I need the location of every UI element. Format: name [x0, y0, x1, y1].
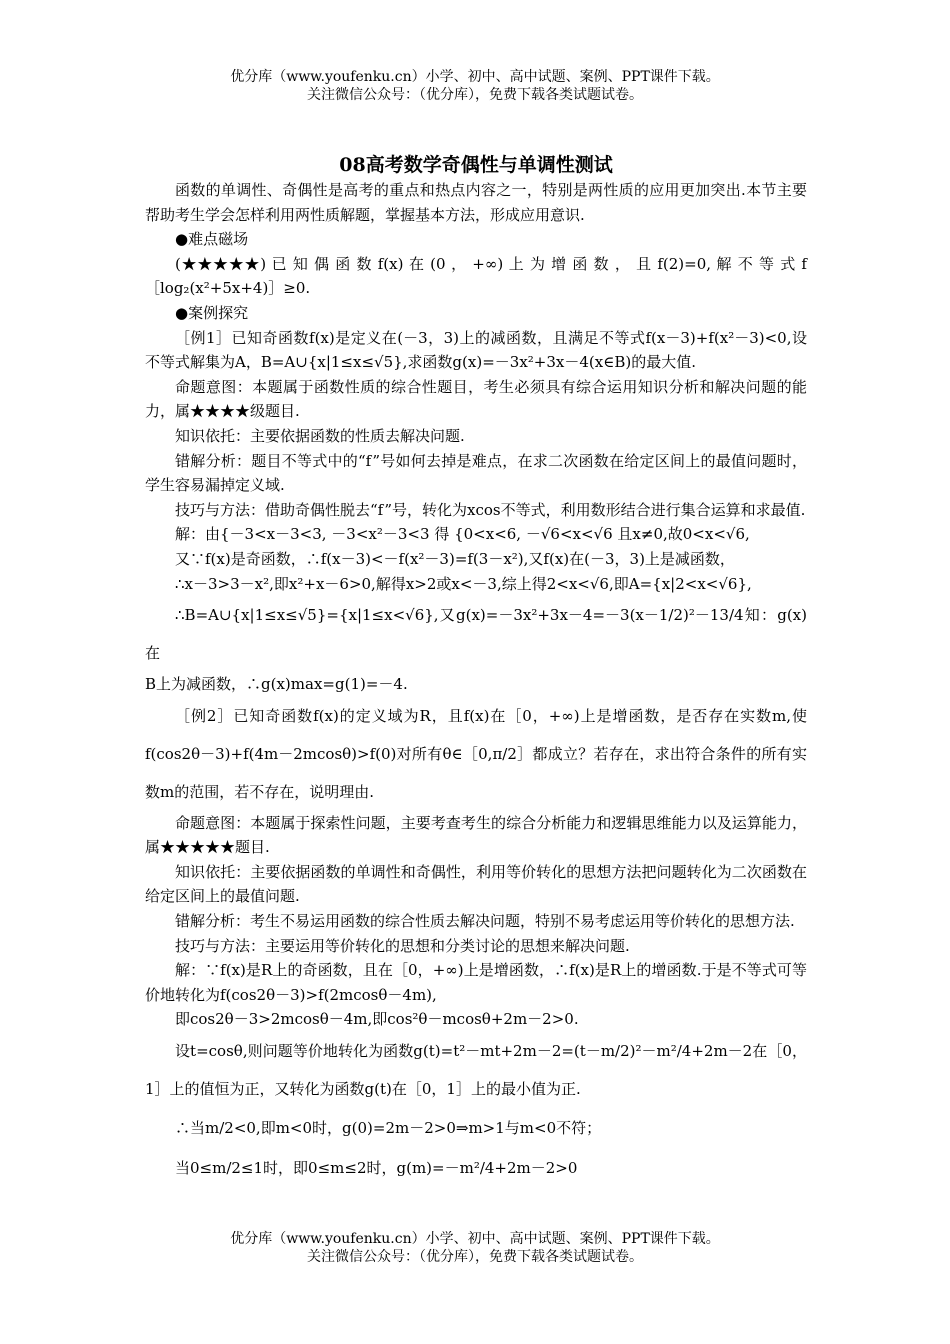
- footer-line-2: 关注微信公众号：（优分库），免费下载各类试题试卷。: [307, 1249, 643, 1265]
- intro-paragraph: 函数的单调性、奇偶性是高考的重点和热点内容之一，特别是两性质的应用更加突出.本节主要帮助考生学会怎样利用两性质解题，掌握基本方法，形成应用意识.: [145, 181, 807, 224]
- section-heading: ●难点磁场: [175, 230, 249, 249]
- solution-line: 解：由{－3<x－3<3, －3<x²－3<3 得 {0<x<6, －√6<x<√6 且x≠0,故0<x<√6,: [175, 525, 750, 544]
- example-1: ［例1］已知奇函数f(x)是定义在(－3，3)上的减函数，且满足不等式f(x－3)+f(x²－3)<0,设不等式解集为A，B=A∪{x|1≤x≤√5},求函数g(x)=－3x²+3x－4(x∈B)的最大值.: [145, 328, 807, 372]
- page-header: [0, 68, 950, 104]
- solution-line: ∴x－3>3－x²,即x²+x－6>0,解得x>2或x<－3,综上得2<x<√6,即A={x|2<x<√6},: [175, 574, 752, 593]
- paragraph: 命题意图：本题属于探索性问题，主要考查考生的综合分析能力和逻辑思维能力以及运算能力，属★★★★★题目.: [145, 813, 807, 857]
- paragraph: 知识依托：主要依据函数的性质去解决问题.: [175, 426, 465, 445]
- solution-line: 当0≤m/2≤1时，即0≤m≤2时，g(m)=－m²/4+2m－2>0: [175, 1159, 578, 1178]
- solution-line: 设t=cosθ,则问题等价地转化为函数g(t)=t²－mt+2m－2=(t－m/2)²－m²/4+2m－2在［0，1］上的值恒为正，又转化为函数g(t)在［0，1］上的最小值为正.: [145, 1042, 807, 1099]
- solution-line: ∴B=A∪{x|1≤x≤√5}={x|1≤x<√6},又g(x)=－3x²+3x－4=－3(x－1/2)²－13/4知：g(x)在: [145, 606, 807, 663]
- solution-line: 即cos2θ－3>2mcosθ－4m,即cos²θ－mcosθ+2m－2>0.: [175, 1010, 579, 1029]
- solution-line: 又∵f(x)是奇函数，∴f(x－3)<－f(x²－3)=f(3－x²),又f(x)在(－3，3)上是减函数，: [175, 549, 735, 568]
- paragraph: (★★★★★) 已 知 偶 函 数 f(x) 在 (0 ， +∞) 上 为 增 函 数 ， 且 f(2)=0, 解 不 等 式 f［log₂(x²+5x+4)］≥0.: [145, 254, 807, 298]
- paragraph: 命题意图：本题属于函数性质的综合性题目，考生必须具有综合运用知识分析和解决问题的能力，属★★★★级题目.: [145, 377, 807, 421]
- document-body: [145, 152, 807, 1188]
- paragraph: 技巧与方法：借助奇偶性脱去“f”号，转化为xcos不等式，利用数形结合进行集合运算和求最值.: [175, 500, 806, 519]
- solution-line: 解：∵f(x)是R上的奇函数，且在［0，+∞)上是增函数，∴f(x)是R上的增函数.于是不等式可等价地转化为f(cos2θ－3)>f(2mcosθ－4m),: [145, 961, 807, 1004]
- example-2: ［例2］已知奇函数f(x)的定义域为R，且f(x)在［0，+∞)上是增函数，是否存在实数m,使f(cos2θ－3)+f(4m－2mcosθ)>f(0)对所有θ∈［0,π/2］都成立？若存在，求出符合条件的所有实数m的范围，若不存在，说明理由.: [145, 706, 807, 801]
- section-heading: ●案例探究: [175, 303, 249, 322]
- page-footer: [0, 1230, 950, 1266]
- footer-line-1: 优分库（www.youfenku.cn）小学、初中、高中试题、案例、PPT课件下载。: [230, 1231, 720, 1247]
- solution-line: B上为减函数，∴g(x)max=g(1)=－4.: [145, 675, 408, 694]
- solution-line: ∴当m/2<0,即m<0时，g(0)=2m－2>0⇒m>1与m<0不符；: [175, 1119, 602, 1138]
- paragraph: 技巧与方法：主要运用等价转化的思想和分类讨论的思想来解决问题.: [175, 936, 630, 955]
- paragraph: 错解分析：考生不易运用函数的综合性质去解决问题，特别不易考虑运用等价转化的思想方法.: [175, 912, 795, 931]
- paragraph: 知识依托：主要依据函数的单调性和奇偶性，利用等价转化的思想方法把问题转化为二次函数在给定区间上的最值问题.: [145, 862, 807, 906]
- header-line-2: 关注微信公众号：（优分库），免费下载各类试题试卷。: [307, 87, 643, 103]
- document-title: 08高考数学奇偶性与单调性测试: [339, 154, 613, 176]
- paragraph: 错解分析：题目不等式中的“f”号如何去掉是难点，在求二次函数在给定区间上的最值问题时，学生容易漏掉定义域.: [145, 451, 807, 495]
- header-line-1: 优分库（www.youfenku.cn）小学、初中、高中试题、案例、PPT课件下载。: [230, 69, 720, 85]
